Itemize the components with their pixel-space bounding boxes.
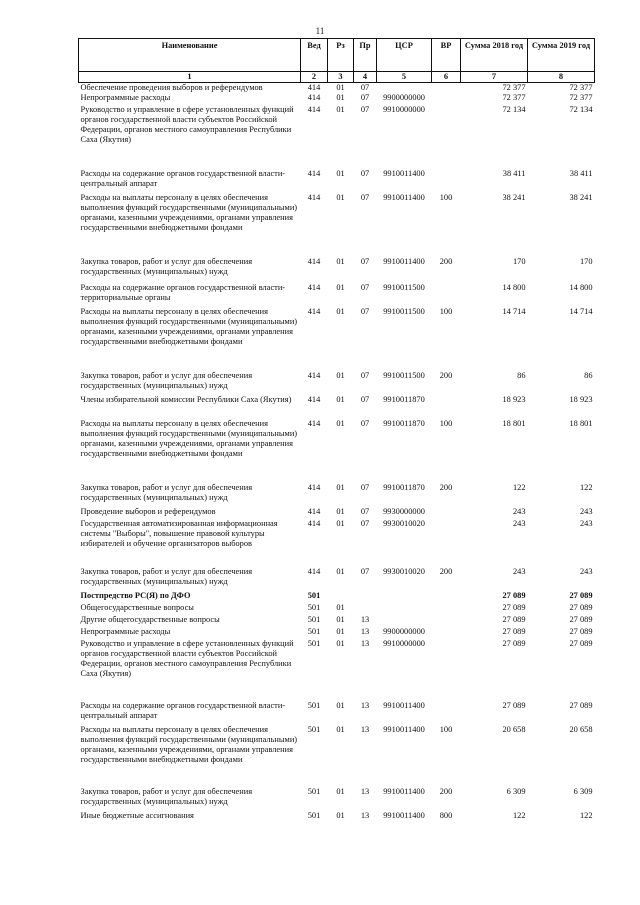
row-rz bbox=[328, 591, 354, 603]
row-rz: 01 bbox=[336, 567, 345, 576]
row-vr: 200 bbox=[439, 257, 453, 266]
row-sum-2018: 170 bbox=[512, 257, 526, 266]
table-row bbox=[79, 725, 595, 787]
row-pr bbox=[354, 603, 377, 615]
row-ved: 414 bbox=[307, 105, 321, 114]
row-ved: 501 bbox=[307, 701, 321, 710]
row-sum-2018: 122 bbox=[512, 811, 526, 820]
row-name: Расходы на выплаты персоналу в целях обеспечения выполнения функций государственными (муниципальными) органами, казенными учреждениями, органами управления государственными внебюджетными фондами bbox=[80, 307, 298, 346]
row-sum-2018: 14 714 bbox=[502, 307, 526, 316]
row-sum-2019: 72 377 bbox=[528, 83, 595, 94]
row-ved: 414 bbox=[307, 307, 321, 316]
header-csr: ЦСР bbox=[377, 39, 432, 72]
header-2019: Сумма 2019 год bbox=[528, 39, 595, 72]
row-sum-2019: 243 bbox=[579, 519, 593, 528]
row-sum-2019: 14 800 bbox=[569, 283, 593, 292]
row-sum-2019: 122 bbox=[579, 483, 593, 492]
row-pr: 07 bbox=[360, 193, 370, 202]
row-sum-2018: 86 bbox=[517, 371, 526, 380]
row-pr: 07 bbox=[360, 419, 370, 428]
row-sum-2019: 14 714 bbox=[569, 307, 593, 316]
row-name: Непрограммные расходы bbox=[80, 93, 171, 102]
row-ved: 501 bbox=[307, 811, 321, 820]
row-name: Расходы на содержание органов государственной власти- территориальные органы bbox=[80, 283, 286, 302]
row-ved: 414 bbox=[301, 83, 328, 94]
table-row bbox=[79, 105, 595, 169]
row-rz: 01 bbox=[336, 419, 345, 428]
row-name: Руководство и управление в сфере установленных функций органов государственной власти субъектов Российской Федерации, органов местного самоуправления Республики Саха (Якутия) bbox=[80, 639, 294, 678]
header-2018: Сумма 2018 год bbox=[461, 39, 528, 72]
row-csr: 9910011400 bbox=[383, 725, 425, 734]
row-csr bbox=[377, 603, 432, 615]
row-pr bbox=[354, 591, 377, 603]
row-vr bbox=[432, 507, 461, 519]
row-sum-2019: 170 bbox=[579, 257, 593, 266]
row-pr: 07 bbox=[360, 105, 370, 114]
row-pr: 07 bbox=[360, 519, 370, 528]
table-row bbox=[79, 371, 595, 395]
row-sum-2018: 72 134 bbox=[502, 105, 526, 114]
row-csr: 9930010020 bbox=[383, 567, 425, 576]
row-csr: 9910011400 bbox=[383, 787, 425, 796]
row-sum-2018: 72 377 bbox=[461, 83, 528, 94]
table-row bbox=[79, 83, 595, 94]
row-vr bbox=[432, 93, 461, 105]
row-sum-2018: 14 800 bbox=[502, 283, 526, 292]
row-pr: 13 bbox=[360, 615, 370, 624]
row-csr: 9910011500 bbox=[383, 307, 425, 316]
row-vr: 800 bbox=[439, 811, 453, 820]
row-sum-2018: 27 089 bbox=[502, 591, 526, 600]
row-rz: 01 bbox=[336, 169, 345, 178]
row-rz: 01 bbox=[336, 507, 345, 516]
row-rz: 01 bbox=[336, 105, 345, 114]
row-sum-2018: 18 801 bbox=[502, 419, 526, 428]
row-vr bbox=[432, 105, 461, 169]
row-vr: 100 bbox=[439, 419, 453, 428]
row-csr bbox=[377, 83, 432, 94]
row-sum-2019: 86 bbox=[584, 371, 593, 380]
table-body bbox=[79, 83, 595, 824]
row-pr: 07 bbox=[360, 257, 370, 266]
row-csr: 9910011400 bbox=[383, 193, 425, 202]
table-row bbox=[79, 701, 595, 725]
row-name: Расходы на содержание органов государственной власти- центральный аппарат bbox=[80, 169, 286, 188]
row-vr bbox=[432, 83, 461, 94]
table-row bbox=[79, 307, 595, 371]
table-row bbox=[79, 519, 595, 567]
row-csr: 9910000000 bbox=[383, 639, 425, 648]
row-vr bbox=[432, 169, 461, 193]
row-sum-2018: 18 923 bbox=[502, 395, 526, 404]
row-ved: 501 bbox=[307, 615, 321, 624]
column-number: 8 bbox=[528, 72, 595, 83]
row-vr: 100 bbox=[439, 193, 453, 202]
row-vr bbox=[432, 627, 461, 639]
row-ved: 414 bbox=[307, 93, 321, 102]
table-row bbox=[79, 93, 595, 105]
row-sum-2019: 27 089 bbox=[569, 615, 593, 624]
row-sum-2019: 18 923 bbox=[569, 395, 593, 404]
row-sum-2018: 122 bbox=[512, 483, 526, 492]
row-name: Непрограммные расходы bbox=[80, 627, 171, 636]
row-csr: 9910011400 bbox=[383, 701, 425, 710]
row-ved: 414 bbox=[307, 193, 321, 202]
row-rz: 01 bbox=[336, 603, 345, 612]
header-pr: Пр bbox=[354, 39, 377, 72]
row-vr: 100 bbox=[439, 307, 453, 316]
row-csr: 9910011500 bbox=[383, 371, 425, 380]
row-csr: 9900000000 bbox=[383, 93, 425, 102]
row-sum-2018: 6 309 bbox=[506, 787, 526, 796]
row-ved: 501 bbox=[307, 639, 321, 648]
row-pr: 13 bbox=[360, 787, 370, 796]
row-vr bbox=[432, 591, 461, 603]
page-number: 11 bbox=[315, 26, 325, 36]
row-pr: 07 bbox=[360, 483, 370, 492]
table-header bbox=[79, 39, 595, 83]
row-ved: 501 bbox=[307, 725, 321, 734]
table-row bbox=[79, 603, 595, 615]
row-rz: 01 bbox=[336, 93, 345, 102]
table-row bbox=[79, 169, 595, 193]
table-row bbox=[79, 591, 595, 603]
row-name: Члены избирательной комиссии Республики Саха (Якутия) bbox=[80, 395, 292, 404]
row-csr bbox=[377, 591, 432, 603]
row-rz: 01 bbox=[336, 257, 345, 266]
row-csr: 9900000000 bbox=[383, 627, 425, 636]
row-name: Расходы на содержание органов государственной власти- центральный аппарат bbox=[80, 701, 286, 720]
row-ved: 414 bbox=[307, 395, 321, 404]
row-pr: 07 bbox=[354, 83, 377, 94]
row-sum-2018: 243 bbox=[512, 567, 526, 576]
row-csr: 9910011870 bbox=[383, 419, 425, 428]
table-row bbox=[79, 627, 595, 639]
row-ved: 414 bbox=[307, 507, 321, 516]
row-rz: 01 bbox=[336, 283, 345, 292]
row-name: Иные бюджетные ассигнования bbox=[80, 811, 194, 820]
row-ved: 501 bbox=[307, 627, 321, 636]
header-ved: Вед bbox=[301, 39, 328, 72]
row-rz: 01 bbox=[336, 193, 345, 202]
column-number: 3 bbox=[328, 72, 354, 83]
row-sum-2019: 27 089 bbox=[569, 591, 593, 600]
row-pr: 07 bbox=[360, 507, 370, 516]
row-rz: 01 bbox=[336, 811, 345, 820]
row-sum-2019: 18 801 bbox=[569, 419, 593, 428]
column-number: 4 bbox=[354, 72, 377, 83]
row-rz: 01 bbox=[336, 627, 345, 636]
row-sum-2019: 122 bbox=[579, 811, 593, 820]
row-ved: 414 bbox=[307, 567, 321, 576]
row-csr: 9910011400 bbox=[383, 257, 425, 266]
row-rz: 01 bbox=[336, 519, 345, 528]
table-row bbox=[79, 419, 595, 483]
row-rz: 01 bbox=[336, 701, 345, 710]
row-vr bbox=[432, 615, 461, 627]
row-sum-2018: 38 241 bbox=[502, 193, 526, 202]
row-ved: 414 bbox=[307, 257, 321, 266]
row-pr: 07 bbox=[360, 307, 370, 316]
row-rz: 01 bbox=[336, 483, 345, 492]
row-sum-2019: 20 658 bbox=[569, 725, 593, 734]
row-vr: 200 bbox=[439, 567, 453, 576]
row-ved: 501 bbox=[307, 591, 321, 600]
column-number: 2 bbox=[301, 72, 328, 83]
header-name: Наименование bbox=[79, 39, 301, 72]
row-vr: 200 bbox=[439, 483, 453, 492]
row-name: Постпредство РС(Я) по ДФО bbox=[80, 591, 191, 600]
row-csr: 9910011870 bbox=[383, 395, 425, 404]
row-vr bbox=[432, 639, 461, 701]
row-sum-2018: 27 089 bbox=[502, 701, 526, 710]
row-name: Общегосударственные вопросы bbox=[80, 603, 194, 612]
row-name: Руководство и управление в сфере установленных функций органов государственной власти субъектов Российской Федерации, органов местного самоуправления Республики Саха (Якутия) bbox=[80, 105, 294, 144]
row-ved: 414 bbox=[307, 483, 321, 492]
row-sum-2019: 72 134 bbox=[569, 105, 593, 114]
table-row bbox=[79, 395, 595, 419]
table-row bbox=[79, 787, 595, 811]
row-vr: 100 bbox=[439, 725, 453, 734]
row-name: Закупка товаров, работ и услуг для обеспечения государственных (муниципальных) нужд bbox=[80, 567, 253, 586]
row-vr bbox=[432, 283, 461, 307]
row-pr: 07 bbox=[360, 371, 370, 380]
table-row bbox=[79, 567, 595, 591]
table-row bbox=[79, 615, 595, 627]
row-name: Проведение выборов и референдумов bbox=[80, 507, 216, 516]
row-name: Закупка товаров, работ и услуг для обеспечения государственных (муниципальных) нужд bbox=[80, 371, 253, 390]
row-pr: 13 bbox=[360, 701, 370, 710]
row-csr: 9930010020 bbox=[383, 519, 425, 528]
row-name: Государственная автоматизированная информационная системы "Выборы", повышение правовой культуры избирателей и обучение организаторов выборов bbox=[80, 519, 278, 548]
column-number: 6 bbox=[432, 72, 461, 83]
row-vr bbox=[432, 519, 461, 567]
row-pr: 07 bbox=[360, 395, 370, 404]
row-name: Обеспечение проведения выборов и референдумов bbox=[79, 83, 301, 94]
row-sum-2019: 243 bbox=[579, 567, 593, 576]
header-rz: Рз bbox=[328, 39, 354, 72]
row-rz: 01 bbox=[336, 787, 345, 796]
table-row bbox=[79, 257, 595, 283]
row-pr: 13 bbox=[360, 811, 370, 820]
row-name: Другие общегосударственные вопросы bbox=[80, 615, 220, 624]
row-sum-2018: 243 bbox=[512, 507, 526, 516]
row-csr bbox=[377, 615, 432, 627]
row-sum-2019: 27 089 bbox=[569, 603, 593, 612]
table-row bbox=[79, 283, 595, 307]
row-vr bbox=[432, 395, 461, 419]
row-rz: 01 bbox=[336, 615, 345, 624]
row-rz: 01 bbox=[336, 307, 345, 316]
row-name: Расходы на выплаты персоналу в целях обеспечения выполнения функций государственными (муниципальными) органами, казенными учреждениями, органами управления государственными внебюджетными фондами bbox=[80, 419, 298, 458]
row-csr: 9910011400 bbox=[383, 169, 425, 178]
row-sum-2018: 27 089 bbox=[502, 603, 526, 612]
row-rz: 01 bbox=[336, 639, 345, 648]
column-number: 5 bbox=[377, 72, 432, 83]
row-vr bbox=[432, 701, 461, 725]
row-ved: 501 bbox=[307, 603, 321, 612]
row-name: Закупка товаров, работ и услуг для обеспечения государственных (муниципальных) нужд bbox=[80, 483, 253, 502]
row-sum-2019: 38 411 bbox=[569, 169, 593, 178]
row-ved: 501 bbox=[307, 787, 321, 796]
row-pr: 07 bbox=[360, 93, 370, 102]
row-sum-2018: 243 bbox=[512, 519, 526, 528]
row-rz: 01 bbox=[336, 725, 345, 734]
row-csr: 9930000000 bbox=[383, 507, 425, 516]
row-sum-2018: 27 089 bbox=[502, 627, 526, 636]
row-sum-2018: 27 089 bbox=[502, 639, 526, 648]
row-csr: 9910000000 bbox=[383, 105, 425, 114]
row-name: Расходы на выплаты персоналу в целях обеспечения выполнения функций государственными (муниципальными) органами, казенными учреждениями, органами управления государственными внебюджетными фондами bbox=[80, 725, 298, 764]
row-name: Расходы на выплаты персоналу в целях обеспечения выполнения функций государственными (муниципальными) органами, казенными учреждениями, органами управления государственными внебюджетными фондами bbox=[80, 193, 298, 232]
row-csr: 9910011500 bbox=[383, 283, 425, 292]
table-row bbox=[79, 507, 595, 519]
row-sum-2018: 72 377 bbox=[502, 93, 526, 102]
row-sum-2018: 27 089 bbox=[502, 615, 526, 624]
row-vr bbox=[432, 603, 461, 615]
budget-table bbox=[78, 38, 595, 823]
row-csr: 9910011870 bbox=[383, 483, 425, 492]
row-csr: 9910011400 bbox=[383, 811, 425, 820]
column-number: 7 bbox=[461, 72, 528, 83]
row-sum-2019: 27 089 bbox=[569, 627, 593, 636]
row-sum-2019: 72 377 bbox=[569, 93, 593, 102]
table-row bbox=[79, 483, 595, 507]
row-pr: 07 bbox=[360, 283, 370, 292]
row-pr: 13 bbox=[360, 627, 370, 636]
row-sum-2018: 38 411 bbox=[502, 169, 526, 178]
row-pr: 13 bbox=[360, 725, 370, 734]
row-sum-2019: 6 309 bbox=[573, 787, 593, 796]
row-name: Закупка товаров, работ и услуг для обеспечения государственных (муниципальных) нужд bbox=[80, 787, 253, 806]
row-rz: 01 bbox=[336, 371, 345, 380]
row-vr: 200 bbox=[439, 371, 453, 380]
row-sum-2019: 243 bbox=[579, 507, 593, 516]
row-vr: 200 bbox=[439, 787, 453, 796]
row-pr: 07 bbox=[360, 567, 370, 576]
table-row bbox=[79, 193, 595, 257]
row-sum-2018: 20 658 bbox=[502, 725, 526, 734]
row-ved: 414 bbox=[307, 283, 321, 292]
row-pr: 13 bbox=[360, 639, 370, 648]
table-row bbox=[79, 639, 595, 701]
row-rz: 01 bbox=[336, 395, 345, 404]
row-ved: 414 bbox=[307, 371, 321, 380]
row-pr: 07 bbox=[360, 169, 370, 178]
row-sum-2019: 27 089 bbox=[569, 701, 593, 710]
header-vr: ВР bbox=[432, 39, 461, 72]
row-ved: 414 bbox=[307, 169, 321, 178]
row-sum-2019: 38 241 bbox=[569, 193, 593, 202]
row-sum-2019: 27 089 bbox=[569, 639, 593, 648]
row-ved: 414 bbox=[307, 519, 321, 528]
column-number: 1 bbox=[79, 72, 301, 83]
table-row bbox=[79, 811, 595, 823]
row-rz: 01 bbox=[328, 83, 354, 94]
row-name: Закупка товаров, работ и услуг для обеспечения государственных (муниципальных) нужд bbox=[80, 257, 253, 276]
row-ved: 414 bbox=[307, 419, 321, 428]
